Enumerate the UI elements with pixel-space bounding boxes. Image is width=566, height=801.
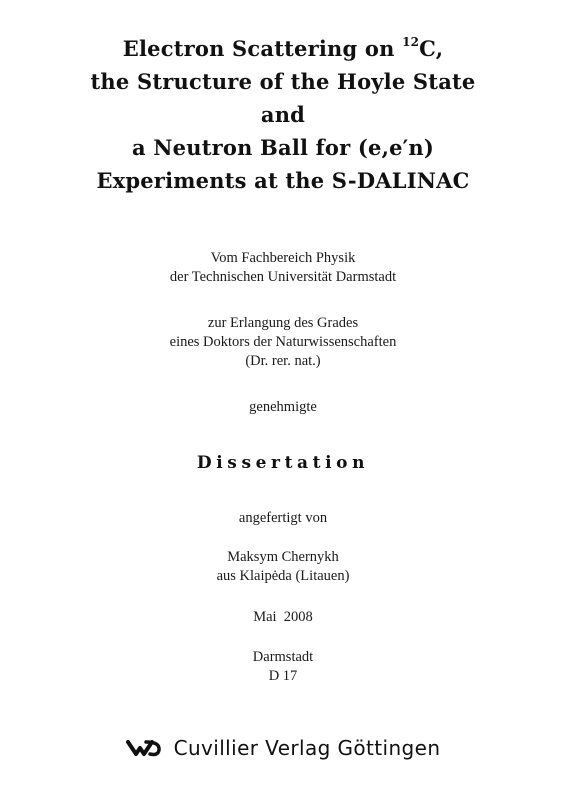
cuvillier-logo-icon <box>126 736 162 760</box>
title-line-2: the Structure of the Hoyle State <box>90 69 476 94</box>
isotope-mass-number: 12 <box>402 35 420 49</box>
place-code: D 17 <box>268 668 298 684</box>
purpose-line-3: (Dr. rer. nat.) <box>245 353 321 369</box>
author-origin: aus Klaipėda (Litauen) <box>216 568 350 584</box>
title-line-1: Electron Scattering on $^{12}$C, <box>122 35 444 61</box>
faculty-block <box>0 249 566 287</box>
faculty-line-2: der Technischen Universität Darmstadt <box>169 269 397 285</box>
author-block <box>0 548 566 586</box>
purpose-line-2: eines Doktors der Naturwissenschaften <box>169 334 397 350</box>
place-block <box>0 648 566 686</box>
approved-label: genehmigte <box>249 399 317 415</box>
title-line-4: a Neutron Ball for (e,e′n) <box>131 135 435 160</box>
prepared-by-label: angefertigt von <box>238 510 328 526</box>
place-city: Darmstadt <box>252 649 314 665</box>
document-type-heading: Dissertation <box>196 453 370 473</box>
author-name: Maksym Chernykh <box>227 549 339 565</box>
thesis-title <box>0 32 566 197</box>
purpose-line-1: zur Erlangung des Grades <box>207 315 359 331</box>
faculty-line-1: Vom Fachbereich Physik <box>210 250 356 266</box>
submission-date: Mai 2008 <box>253 609 313 625</box>
title-line-5: Experiments at the S-DALINAC <box>96 168 470 193</box>
publisher-imprint <box>0 736 566 760</box>
publisher-name: Cuvillier Verlag Göttingen <box>173 736 441 760</box>
degree-purpose-block <box>0 314 566 371</box>
title-line-3: and <box>260 102 306 127</box>
